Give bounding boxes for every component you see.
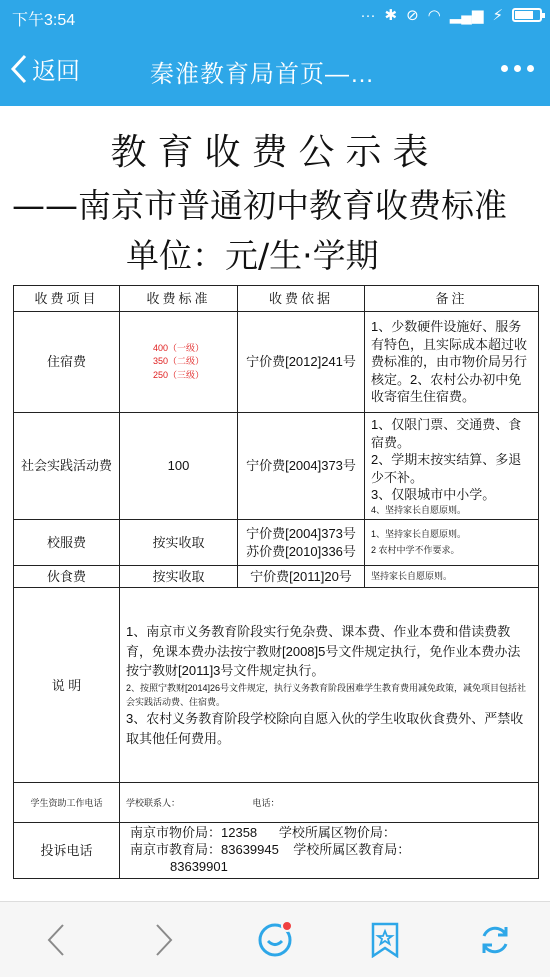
explain-label: 说 明 [14, 588, 120, 783]
complain-line: 南京市物价局：12358 学校所属区物价局： [130, 825, 396, 841]
header-note: 备注 [365, 286, 539, 312]
note-line: 2、学期末按实结算、多退少不补。 [371, 452, 522, 485]
bluetooth-icon: ✱ [384, 7, 398, 24]
chevron-left-icon [10, 54, 28, 84]
charging-icon: ⚡ [492, 7, 503, 24]
explain-text [120, 588, 539, 783]
row-note [365, 413, 539, 520]
note-line: 3、仅限城市中小学。 [371, 487, 496, 503]
note-line: 4、坚持家长自愿原则。 [371, 504, 467, 515]
row-note: 坚持家长自愿原则。 [365, 566, 539, 588]
aid-row [14, 783, 539, 823]
page-title: 秦淮教育局首页—… [150, 61, 375, 88]
explain-paragraph-1: 1、南京市义务教育阶段实行免杂费、课本费、作业本费和借读费教育，免课本费办法按宁教财[2008]5号文件规定执行，免作业本费办法按宁教财[2011]3号文件规定执行。 [126, 624, 521, 679]
explain-paragraph-3: 3、农村义务教育阶段学校除向自愿入伙的学生收取伙食费外、严禁收取其他任何费用。 [126, 711, 524, 746]
explain-row [14, 588, 539, 783]
back-button[interactable] [10, 51, 80, 86]
chat-icon[interactable] [255, 920, 295, 960]
row-note: 1、少数硬件设施好、服务有特色，且实际成本超过收费标准的，由市物价局另行核定。2、农村公办初中免收寄宿生住宿费。 [365, 312, 539, 413]
note-line: 2 农村中学不作要求。 [371, 544, 460, 555]
phone-label: 电话： [252, 797, 280, 808]
status-time: 下午3:54 [12, 12, 76, 29]
standard-level-2: 350（二级） [152, 356, 205, 367]
complain-row [14, 823, 539, 879]
more-dots-icon: ··· [360, 6, 376, 24]
notification-dot [281, 920, 293, 932]
note-line: 1、坚持家长自愿原则。 [371, 529, 467, 540]
complain-line: 南京市教育局：83639945 学校所属区教育局： [130, 842, 411, 858]
complain-label: 投诉电话 [14, 823, 120, 879]
basis-line: 苏价费[2010]336号 [246, 543, 356, 559]
header-standard: 收费标准 [120, 286, 238, 312]
row-basis [238, 520, 365, 566]
battery-icon [512, 8, 542, 22]
standard-level-1: 400（一级） [152, 342, 205, 353]
contact-label: 学校联系人： [126, 797, 181, 808]
doc-title: 教育收费公示表 [110, 132, 440, 173]
nav-bar [0, 33, 550, 106]
header-basis: 收费依据 [238, 286, 365, 312]
row-standard: 100 [120, 413, 238, 520]
complain-line: 83639901 [170, 859, 228, 875]
doc-subtitle: ——南京市普通初中教育收费标准 [12, 186, 507, 225]
standard-level-3: 250（三级） [152, 369, 205, 380]
table-row [14, 312, 539, 413]
header-item: 收费项目 [14, 286, 120, 312]
mute-icon: ⊘ [406, 7, 419, 24]
aid-contact [120, 783, 539, 823]
fee-table [13, 285, 539, 879]
bookmark-star-icon[interactable] [365, 920, 405, 960]
refresh-icon[interactable] [475, 920, 515, 960]
status-icons [361, 6, 543, 24]
row-basis: 宁价费[2012]241号 [238, 312, 365, 413]
forward-arrow-icon[interactable] [144, 920, 184, 960]
more-menu-button[interactable] [501, 65, 534, 72]
table-header-row [14, 286, 539, 312]
back-arrow-icon[interactable] [36, 920, 76, 960]
status-bar [0, 0, 550, 33]
basis-line: 宁价费[2004]373号 [246, 525, 356, 541]
row-item: 校服费 [14, 520, 120, 566]
document-image [0, 106, 550, 901]
table-row [14, 413, 539, 520]
bottom-toolbar [0, 901, 550, 977]
back-label: 返回 [32, 58, 80, 85]
table-row [14, 520, 539, 566]
row-item: 伙食费 [14, 566, 120, 588]
note-line: 1、仅限门票、交通费、食宿费。 [371, 417, 522, 450]
row-item: 社会实践活动费 [14, 413, 120, 520]
aid-label: 学生资助工作电话 [14, 783, 120, 823]
explain-paragraph-2: 2、按照宁教财[2014]26号文件规定，执行义务教育阶段困难学生教育费用减免政策，减免项目包括社会实践活动费、住宿费。 [126, 682, 527, 708]
row-standard [120, 312, 238, 413]
signal-icon: ▂▄▆ [449, 7, 484, 24]
wifi-icon: ◠ [427, 7, 441, 24]
doc-unit: 单位：元/生·学期 [126, 236, 379, 275]
row-standard: 按实收取 [120, 566, 238, 588]
row-basis: 宁价费[2004]373号 [238, 413, 365, 520]
row-basis: 宁价费[2011]20号 [238, 566, 365, 588]
row-standard: 按实收取 [120, 520, 238, 566]
complain-text [120, 823, 539, 879]
row-item: 住宿费 [14, 312, 120, 413]
table-row [14, 566, 539, 588]
row-note [365, 520, 539, 566]
